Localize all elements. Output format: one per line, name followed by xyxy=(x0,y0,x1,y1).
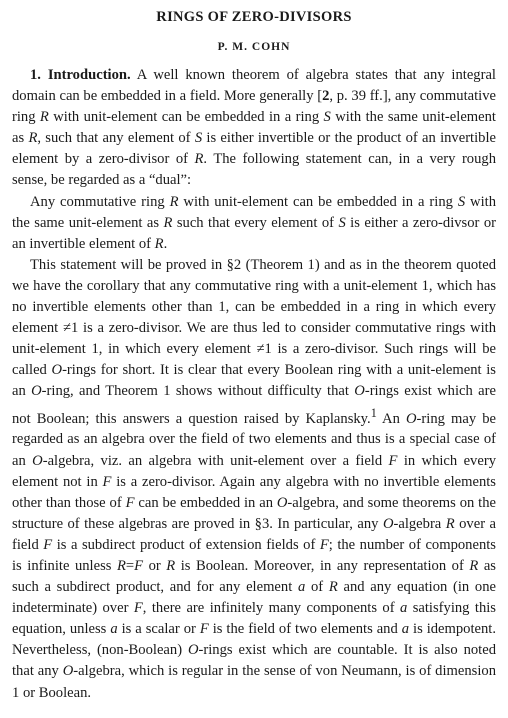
paper-title: RINGS OF ZERO-DIVISORS xyxy=(156,9,352,25)
paragraph-main-body: This statement will be proved in §2 (Theorem 1) and as in the theorem quoted we have the corollary that any commutative ring with a unit-element 1, which has no invertible elements other than 1, can be embedded in a ring in which every element ≠1 is a zero-divisor. We are thus led to consider commutative rings with unit-element 1, in which every element ≠1 is a zero-divisor. Such rings will be called O-rings for short. It is clear that every Boolean ring with a unit-element is an O-ring, and Theorem 1 shows without difficulty that O-rings exist which are not Boolean; this answers a question raised by Kaplansky.$^1$ An O-ring may be regarded as an algebra over the field of two elements and thus is a special case of an O-algebra, viz. an algebra with unit-element over a field F in which every element not in F is a zero-divisor. Again any algebra with no invertible elements other than those of F can be embedded in an O-algebra, and some theorems on the structure of these algebras are proved in §3. In particular, any O-algebra R over a field F is a subdirect product of extension fields of F; the number of components is infinite unless R=F or R is Boolean. Moreover, in any representation of R as such a subdirect product, and for any element a of R and any equation (in one indeterminate) over F, there are infinitely many components of a satisfying this equation, unless a is a scalar or F is the field of two elements and a is idempotent. Nevertheless, (non-Boolean) O-rings exist which are countable. It is also noted that any O-algebra, which is regular in the sense of von Neumann, is of dimension 1 or Boolean. xyxy=(12,256,497,701)
paragraph-dual-statement: Any commutative ring R with unit-element can be embedded in a ring S with the same unit-element as R such that every element of S is either a zero-divsor or an invertible element of R. xyxy=(12,193,497,252)
section-heading: 1. Introduction. xyxy=(30,67,131,83)
paper-author: P. M. COHN xyxy=(217,41,291,53)
paragraph-text: A well known theorem of algebra states that any integral domain can be embedded in a field. More generally [2, p. 39 ff.], any commutative ring R with unit-element can be embedded in a ring S with the same unit-element as R, such that any element of S is either invertible or the product of an invertible element by a zero-divisor of R. The following statement can, in a very rough sense, be regarded as a “dual”: xyxy=(12,67,497,189)
paragraph-introduction xyxy=(12,65,496,192)
